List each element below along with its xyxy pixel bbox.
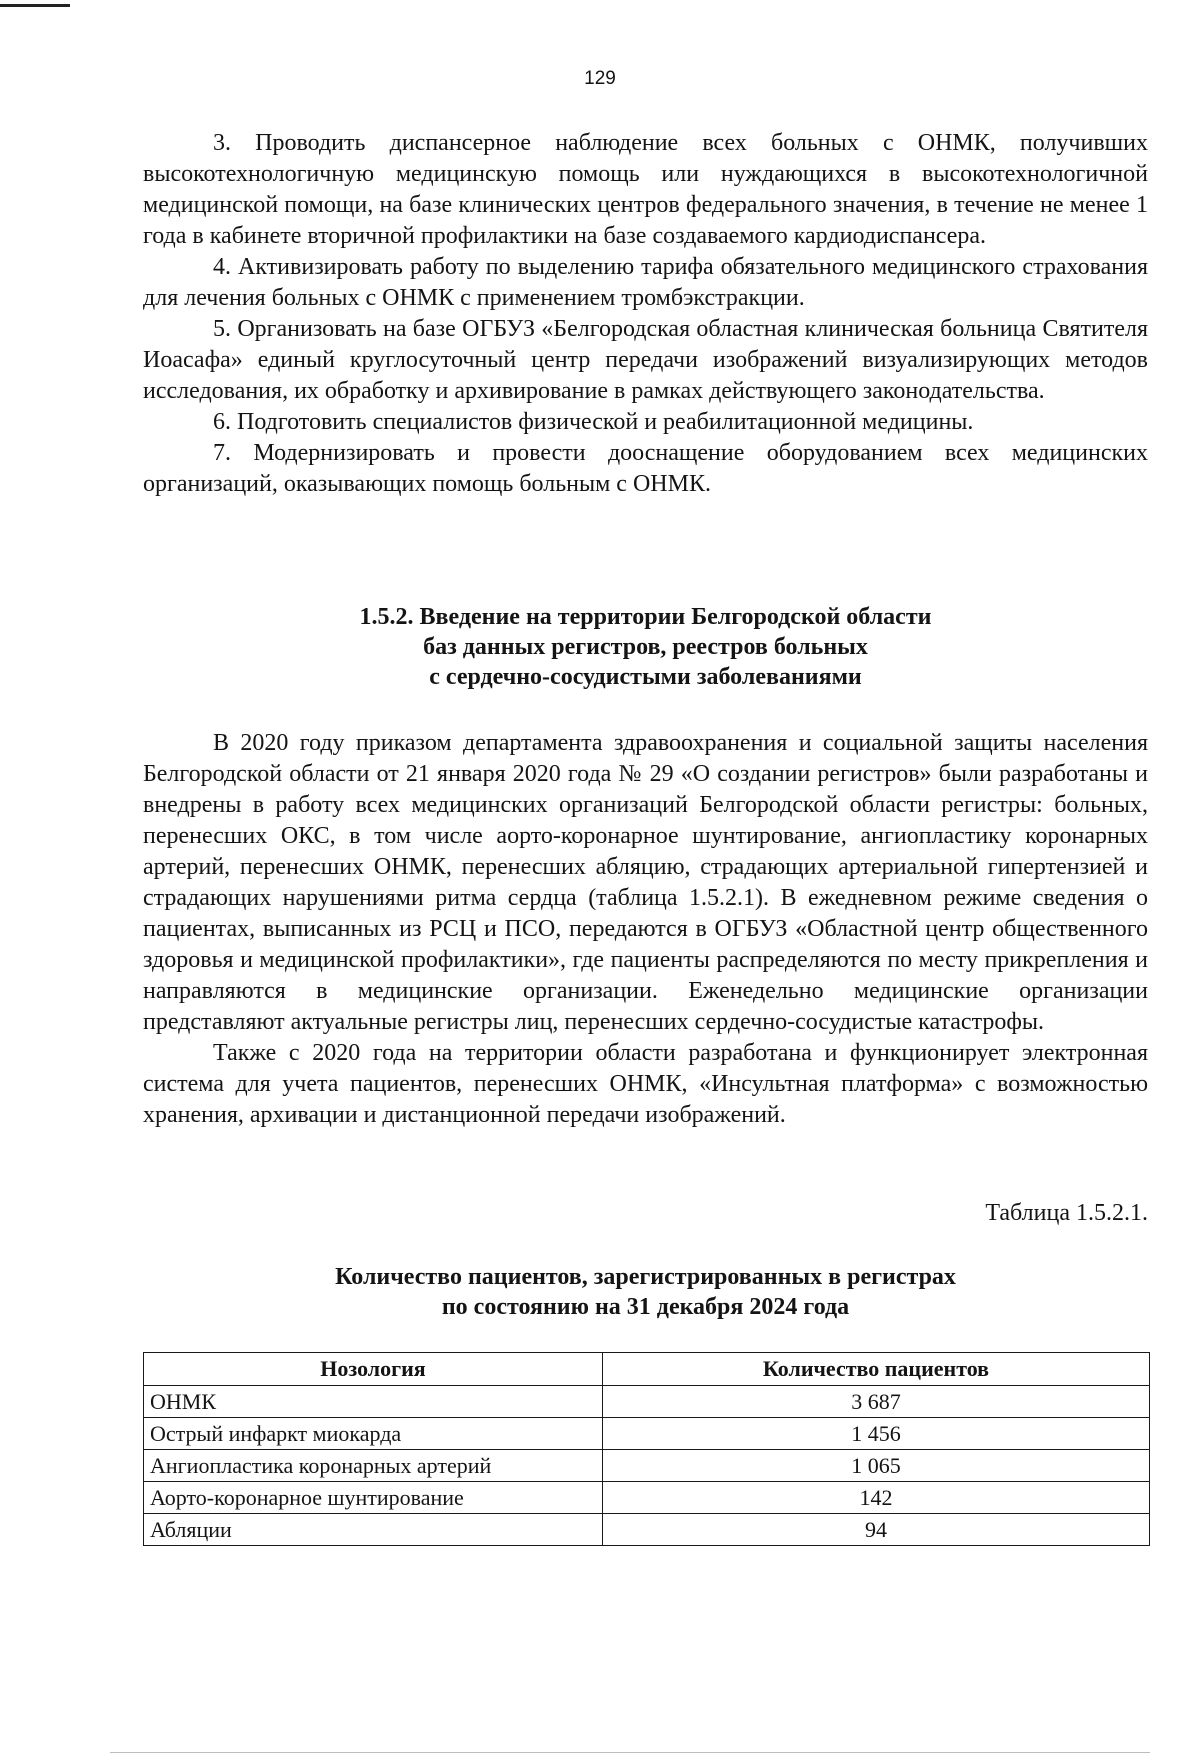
top-scan-rule bbox=[0, 4, 70, 7]
nosology-cell: Острый инфаркт миокарда bbox=[144, 1418, 603, 1450]
patient-count-cell: 94 bbox=[603, 1514, 1150, 1546]
table-caption: Таблица 1.5.2.1. bbox=[985, 1200, 1148, 1226]
list-item: 7. Модернизировать и провести дооснащение оборудованием всех медицинских организаций, оказывающих помощь больным с ОНМК. bbox=[143, 440, 1148, 497]
list-item: 6. Подготовить специалистов физической и реабилитационной медицины. bbox=[213, 409, 974, 435]
patient-count-cell: 3 687 bbox=[603, 1386, 1150, 1418]
list-item: 5. Организовать на базе ОГБУЗ «Белгородская областная клиническая больница Святителя Иоасафа» единый круглосуточный центр передачи изображений визуализирующих методов исследования, их обработку и архивирование в рамках действующего законодательства. bbox=[143, 316, 1148, 404]
section-heading-line: 1.5.2. Введение на территории Белгородской области bbox=[359, 604, 932, 630]
section-body bbox=[143, 728, 1148, 1131]
table-row bbox=[144, 1482, 1150, 1514]
registry-table bbox=[143, 1352, 1150, 1546]
table-row bbox=[144, 1450, 1150, 1482]
page-number: 129 bbox=[584, 68, 616, 89]
list-item: 3. Проводить диспансерное наблюдение всех больных с ОНМК, получивших высокотехнологичную медицинскую помощь или нуждающихся в высокотехнологичной медицинской помощи, на базе клинических центров федерального значения, в течение не менее 1 года в кабинете вторичной профилактики на базе создаваемого кардиодиспансера. bbox=[143, 130, 1148, 249]
section-heading-line: с сердечно-сосудистыми заболеваниями bbox=[429, 664, 862, 690]
table-header-row bbox=[144, 1353, 1150, 1386]
nosology-cell: Ангиопластика коронарных артерий bbox=[144, 1450, 603, 1482]
table-title-line: по состоянию на 31 декабря 2024 года bbox=[441, 1294, 850, 1320]
body-paragraph: В 2020 году приказом департамента здравоохранения и социальной защиты населения Белгородской области от 21 января 2020 года № 29 «О создании регистров» были разработаны и внедрены в работу всех медицинских организаций Белгородской области регистры: больных, перенесших ОКС, в том числе аорто-коронарное шунтирование, ангиопластику коронарных артерий, перенесших ОНМК, перенесших абляцию, страдающих артериальной гипертензией и страдающих нарушениями ритма сердца (таблица 1.5.2.1). В ежедневном режиме сведения о пациентах, выписанных из РСЦ и ПСО, передаются в ОГБУЗ «Областной центр общественного здоровья и медицинской профилактики», где пациенты распределяются по месту прикрепления и направляются в медицинские организации. Еженедельно медицинские организации представляют актуальные регистры лиц, перенесших сердечно-сосудистые катастрофы. bbox=[143, 730, 1148, 1035]
nosology-cell: ОНМК bbox=[144, 1386, 603, 1418]
recommendations-list bbox=[143, 128, 1148, 500]
section-heading bbox=[143, 602, 1148, 692]
bottom-scan-rule bbox=[110, 1752, 1150, 1753]
table-row bbox=[144, 1418, 1150, 1450]
list-item: 4. Активизировать работу по выделению тарифа обязательного медицинского страхования для лечения больных с ОНМК с применением тромбэкстракции. bbox=[143, 254, 1148, 311]
column-header-nosology: Нозология bbox=[144, 1353, 603, 1386]
body-paragraph: Также с 2020 года на территории области разработана и функционирует электронная система для учета пациентов, перенесших ОНМК, «Инсультная платформа» с возможностью хранения, архивации и дистанционной передачи изображений. bbox=[143, 1040, 1148, 1128]
table-row bbox=[144, 1386, 1150, 1418]
table-title-line: Количество пациентов, зарегистрированных в регистрах bbox=[335, 1264, 956, 1290]
section-heading-line: баз данных регистров, реестров больных bbox=[423, 634, 868, 660]
nosology-cell: Аорто-коронарное шунтирование bbox=[144, 1482, 603, 1514]
nosology-cell: Абляции bbox=[144, 1514, 603, 1546]
table-title bbox=[143, 1262, 1148, 1322]
patient-count-cell: 1 456 bbox=[603, 1418, 1150, 1450]
column-header-patient-count: Количество пациентов bbox=[603, 1353, 1150, 1386]
patient-count-cell: 142 bbox=[603, 1482, 1150, 1514]
patient-count-cell: 1 065 bbox=[603, 1450, 1150, 1482]
table-row bbox=[144, 1514, 1150, 1546]
